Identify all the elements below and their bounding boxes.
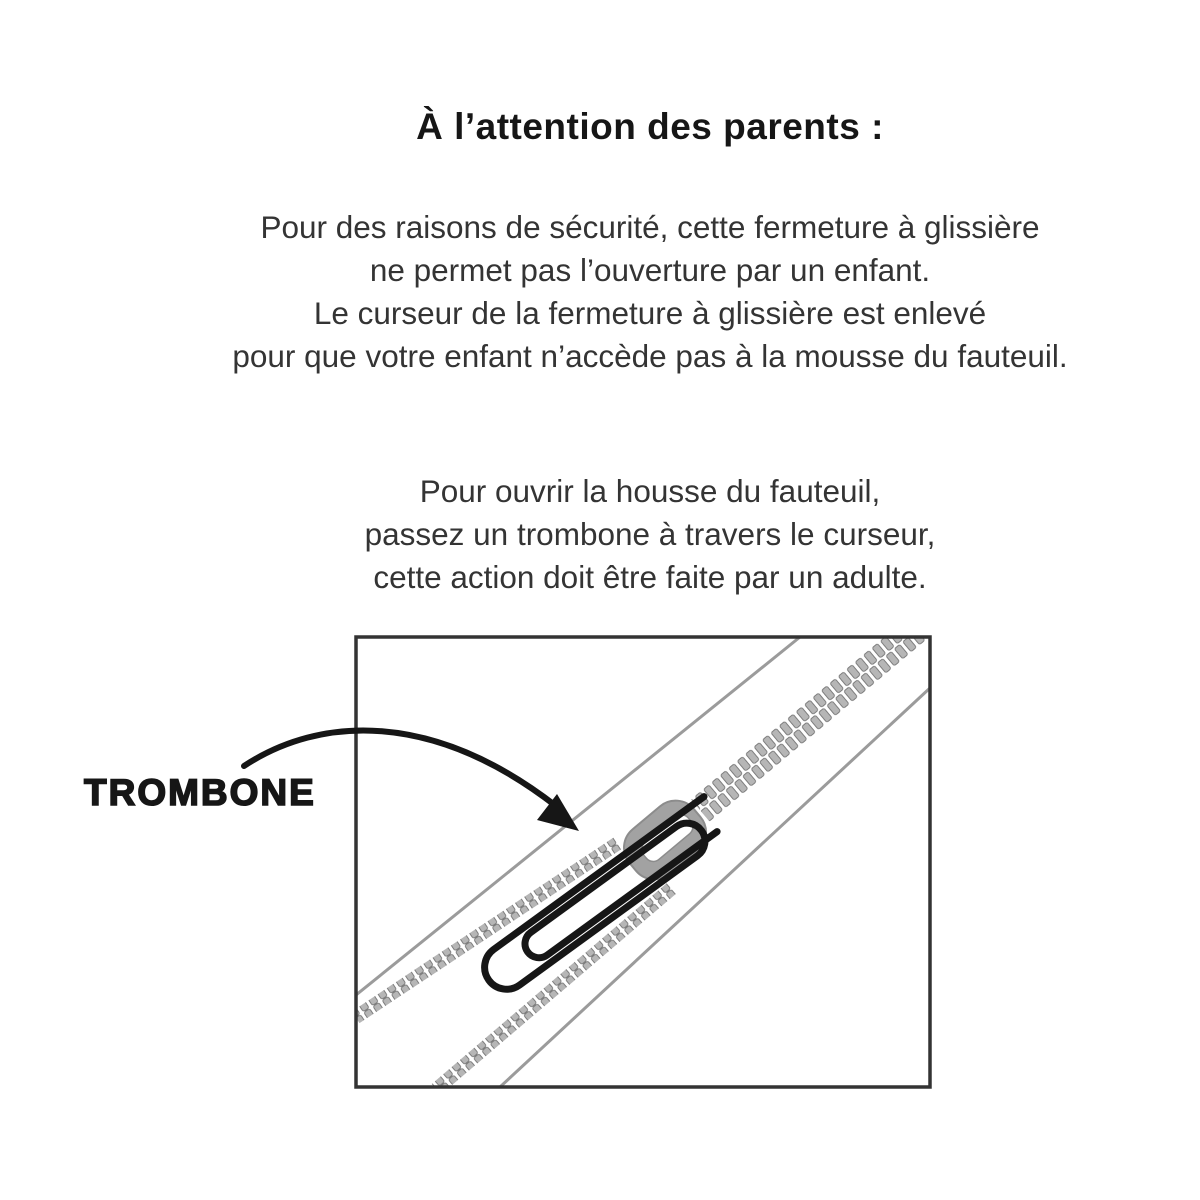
notice-line: pour que votre enfant n’accède pas à la mousse du fauteuil. xyxy=(232,338,1068,374)
notice-line: cette action doit être faite par un adulte. xyxy=(373,559,927,595)
notice-line: Pour ouvrir la housse du fauteuil, xyxy=(419,473,881,509)
zipper-teeth-closed xyxy=(691,574,978,822)
paperclip-drawing xyxy=(476,797,730,998)
notice-line: Pour des raisons de sécurité, cette fermeture à glissière xyxy=(260,209,1040,245)
paperclip-wire xyxy=(476,797,730,998)
notice-line: passez un trombone à travers le curseur, xyxy=(364,516,936,552)
notice-line: ne permet pas l’ouverture par un enfant. xyxy=(369,252,931,288)
zipper-tape-edge-lower xyxy=(500,688,930,1087)
notice-title: À l’attention des parents : xyxy=(416,106,884,147)
trombone-label: TROMBONE xyxy=(84,772,316,813)
notice-line: Le curseur de la fermeture à glissière est enlevé xyxy=(313,295,987,331)
